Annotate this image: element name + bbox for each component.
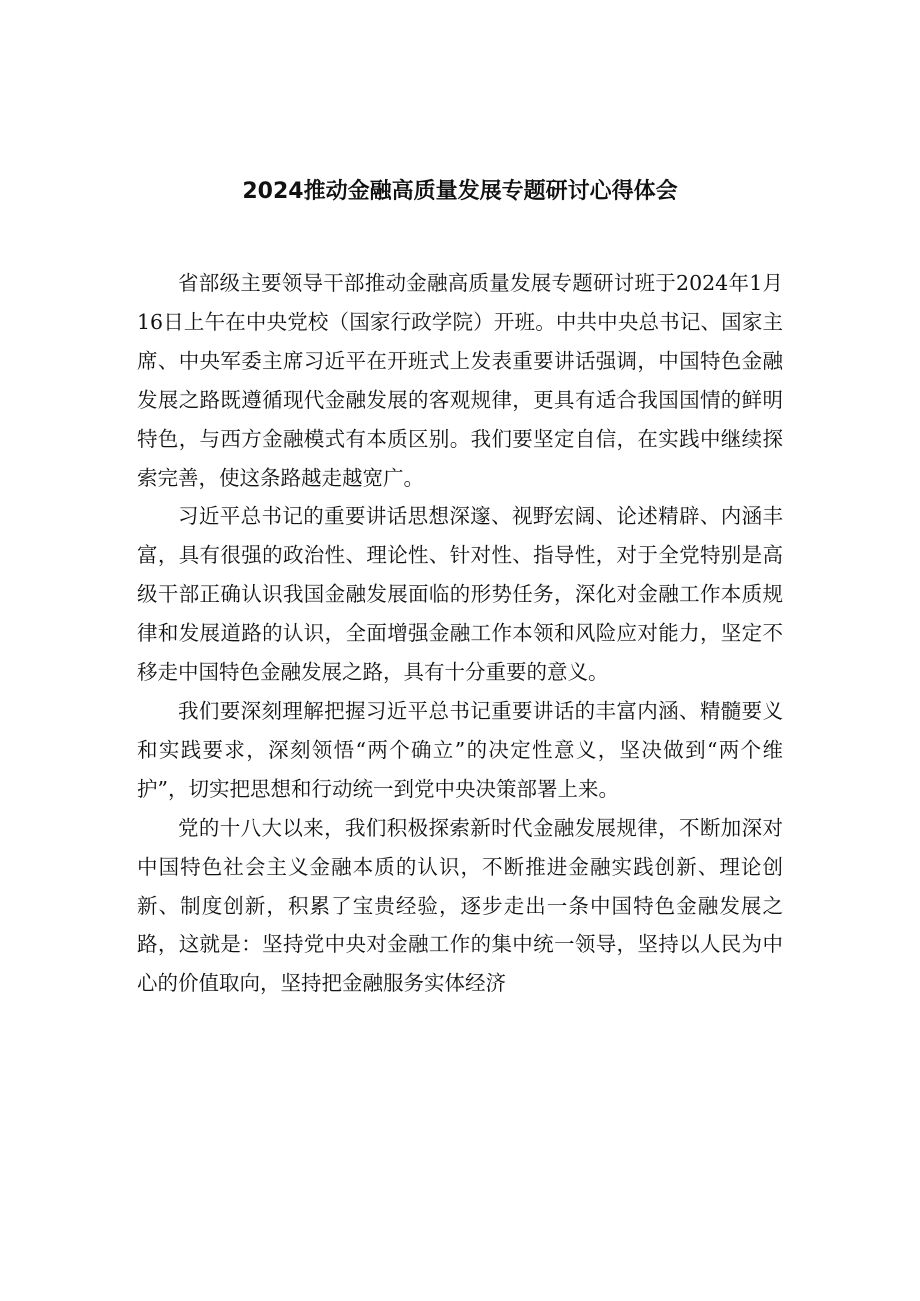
paragraph-2: 习近平总书记的重要讲话思想深邃、视野宏阔、论述精辟、内涵丰富，具有很强的政治性、理论性、针对性、指导性，对于全党特别是高级干部正确认识我国金融发展面临的形势任务，深化对金融工作本质规律和发展道路的认识，全面增强金融工作本领和风险应对能力，坚定不移走中国特色金融发展之路，具有十分重要的意义。 [137, 504, 783, 685]
document-body [137, 264, 783, 1003]
document-title: 2024推动金融高质量发展专题研讨心得体会 [242, 179, 678, 204]
paragraph-1: 省部级主要领导干部推动金融高质量发展专题研讨班于2024年1月16日上午在中央党校（国家行政学院）开班。中共中央总书记、国家主席、中央军委主席习近平在开班式上发表重要讲话强调，中国特色金融发展之路既遵循现代金融发展的客观规律，更具有适合我国国情的鲜明特色，与西方金融模式有本质区别。我们要坚定自信，在实践中继续探索完善，使这条路越走越宽广。 [137, 271, 783, 490]
paragraph-3: 我们要深刻理解把握习近平总书记重要讲话的丰富内涵、精髓要义和实践要求，深刻领悟“两个确立”的决定性意义，坚决做到“两个维护”，切实把思想和行动统一到党中央决策部署上来。 [137, 698, 783, 801]
paragraph-4: 党的十八大以来，我们积极探索新时代金融发展规律，不断加深对中国特色社会主义金融本质的认识，不断推进金融实践创新、理论创新、制度创新，积累了宝贵经验，逐步走出一条中国特色金融发展之路，这就是：坚持党中央对金融工作的集中统一领导，坚持以人民为中心的价值取向，坚持把金融服务实体经济 [137, 815, 783, 996]
